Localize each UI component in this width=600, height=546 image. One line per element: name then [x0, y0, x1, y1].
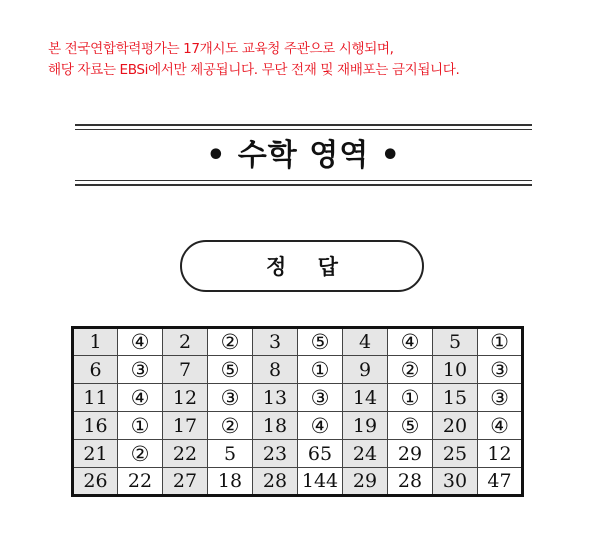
answer-value: ④ — [118, 328, 163, 356]
table-row — [73, 468, 523, 496]
table-row — [73, 440, 523, 468]
question-number: 20 — [433, 412, 478, 440]
question-number: 14 — [343, 384, 388, 412]
question-number: 28 — [253, 468, 298, 496]
question-number: 3 — [253, 328, 298, 356]
question-number: 22 — [163, 440, 208, 468]
answer-value: 29 — [388, 440, 433, 468]
question-number: 29 — [343, 468, 388, 496]
table-row — [73, 328, 523, 356]
question-number: 1 — [73, 328, 118, 356]
question-number: 19 — [343, 412, 388, 440]
answer-value: ⑤ — [388, 412, 433, 440]
question-number: 9 — [343, 356, 388, 384]
question-number: 16 — [73, 412, 118, 440]
question-number: 26 — [73, 468, 118, 496]
answer-value: ② — [208, 328, 253, 356]
question-number: 8 — [253, 356, 298, 384]
table-row — [73, 412, 523, 440]
question-number: 23 — [253, 440, 298, 468]
answer-label-box — [180, 240, 424, 292]
answer-value: 28 — [388, 468, 433, 496]
question-number: 4 — [343, 328, 388, 356]
question-number: 30 — [433, 468, 478, 496]
answer-value: ③ — [298, 384, 343, 412]
question-number: 27 — [163, 468, 208, 496]
question-number: 25 — [433, 440, 478, 468]
answer-value: ④ — [118, 384, 163, 412]
title-bottom-rule-inner — [75, 180, 532, 181]
table-row — [73, 384, 523, 412]
question-number: 5 — [433, 328, 478, 356]
answer-value: ① — [388, 384, 433, 412]
question-number: 15 — [433, 384, 478, 412]
answer-value: ④ — [298, 412, 343, 440]
answer-value: ③ — [118, 356, 163, 384]
answer-value: ⑤ — [298, 328, 343, 356]
question-number: 12 — [163, 384, 208, 412]
answer-label: 정 답 — [266, 255, 350, 279]
question-number: 7 — [163, 356, 208, 384]
page-title: • 수학 영역 • — [206, 138, 401, 173]
answer-value: 12 — [478, 440, 523, 468]
answer-value: 144 — [298, 468, 343, 496]
table-row — [73, 356, 523, 384]
answer-value: ② — [118, 440, 163, 468]
question-number: 24 — [343, 440, 388, 468]
title-bottom-rule-outer — [75, 184, 532, 186]
title-top-rule-inner — [75, 129, 532, 130]
copyright-notice — [48, 39, 588, 81]
question-number: 10 — [433, 356, 478, 384]
answer-value: ⑤ — [208, 356, 253, 384]
question-number: 13 — [253, 384, 298, 412]
answer-value: ① — [118, 412, 163, 440]
answer-value: 47 — [478, 468, 523, 496]
answer-value: ① — [298, 356, 343, 384]
question-number: 6 — [73, 356, 118, 384]
question-number: 18 — [253, 412, 298, 440]
question-number: 21 — [73, 440, 118, 468]
answer-value: ④ — [478, 412, 523, 440]
question-number: 2 — [163, 328, 208, 356]
answer-value: ③ — [478, 356, 523, 384]
answer-value: ② — [388, 356, 433, 384]
answer-value: 22 — [118, 468, 163, 496]
answer-value: ④ — [388, 328, 433, 356]
question-number: 11 — [73, 384, 118, 412]
notice-line-2: 해당 자료는 EBSi에서만 제공됩니다. 무단 전재 및 재배포는 금지됩니다. — [48, 62, 460, 78]
notice-line-1: 본 전국연합학력평가는 17개시도 교육청 주관으로 시행되며, — [48, 41, 394, 57]
question-number: 17 — [163, 412, 208, 440]
answer-value: ① — [478, 328, 523, 356]
answer-value: 18 — [208, 468, 253, 496]
answer-value: 65 — [298, 440, 343, 468]
answer-table — [71, 326, 524, 497]
answer-value: ③ — [478, 384, 523, 412]
title-top-rule-outer — [75, 124, 532, 126]
answer-value: ② — [208, 412, 253, 440]
answer-value: 5 — [208, 440, 253, 468]
answer-value: ③ — [208, 384, 253, 412]
